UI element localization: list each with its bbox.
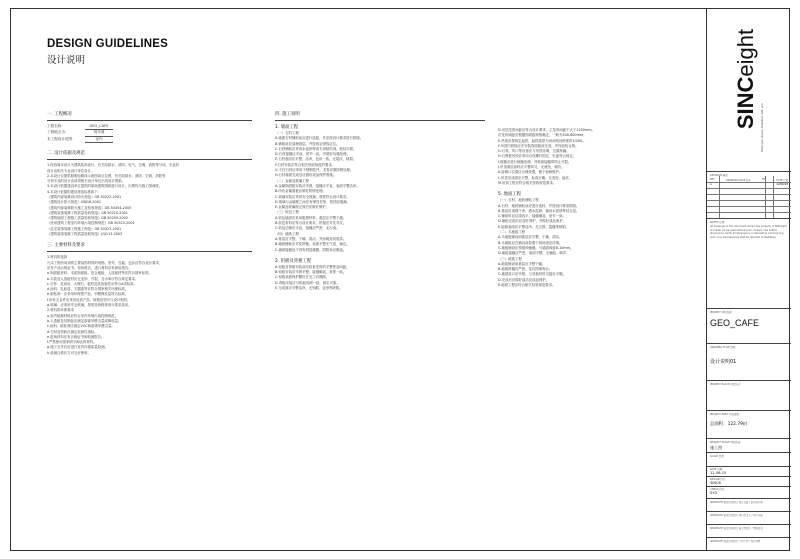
text-line: E.石材表面应平整、洁净，色泽一致，无裂纹、缺损。: [275, 157, 357, 162]
drawing-title-label: DRAWING TITLE 图纸: [710, 346, 736, 349]
project-info-value: 室内: [85, 137, 113, 143]
text-line: K.检修口位置应合理设置，便于检修维护。: [498, 170, 563, 175]
text-line: 《建筑装饰装修工程质量验收规范》JGJ113-2003: [47, 232, 123, 237]
title-english: DESIGN GUIDELINES: [47, 38, 168, 50]
text-line: D.吊顶龙骨间距应符合设计要求，主龙骨间距不大于1200mm。: [498, 128, 595, 132]
revision-row: a 12/06/28: [710, 183, 788, 186]
text-line: B.软包布料应符合设计要求，拼接应对花对纹。: [275, 221, 347, 226]
text-line: （三）软包工程: [275, 210, 299, 215]
text-line: J.吊顶面层涂料应平整均匀，无流坠、刷纹。: [498, 165, 565, 170]
text-line: d.涂料：乳胶漆、木器漆等应符合国家相关环保标准。: [47, 287, 129, 292]
text-line: （三）地毯工程: [498, 256, 522, 261]
design-label: DESIGN 设计: [710, 478, 726, 481]
column-construction: [275, 110, 485, 291]
section-heading: 四. 施工说明: [275, 112, 300, 117]
text-line: 2.本设计仅提供照明电路线示意图或点位图，有关给排水、消防、空调、消防等: [47, 173, 166, 178]
floor-works-list: [498, 198, 700, 288]
project-stage: 施工图: [710, 445, 722, 450]
text-line: D.地板接缝应严密，表面平整，无翘曲、响声。: [498, 251, 570, 256]
text-line: 凡本工程所用到的主要装饰材料的规格、型号、性能、色彩应符合设计要求，: [47, 260, 163, 265]
text-line: 2.材料的环保要求: [47, 308, 74, 313]
text-line: B.墙纸铺贴应对花拼缝，表面平整无气泡、翘边。: [275, 242, 350, 247]
project-info-key: 本工程设计范围：: [47, 136, 76, 141]
project-name: GEO_CAFE: [710, 318, 760, 328]
notes-text: All drawings on this document remain the property of SINCeight and shall not be used without prior consent. Use written dimensions. Verify all dimensions on site before commencing work. Any discrepancies shall be reported immediately.: [710, 225, 787, 239]
column-general: [47, 110, 252, 356]
revision-label: REVISION 修改: [710, 174, 728, 177]
text-line: D.完成后应做好清洁及成品保护。: [498, 277, 550, 282]
text-line: d.石材及瓷砖应测定放射性指标。: [47, 329, 98, 334]
design-basis-list: [47, 163, 252, 237]
text-line: 3.本设计依据建设单位提供的原始建筑图纸进行设计，出图均为施工图深度。: [47, 184, 163, 189]
text-line: 《建筑设计防火规范》GBJ16-2001: [47, 200, 102, 205]
logo-light-text: eight: [733, 28, 758, 77]
project-info-key: 工程名称：: [47, 124, 65, 128]
text-line: D.铺贴完成后应及时养护，并做好成品保护。: [498, 219, 567, 224]
text-line: A.木地板铺设前基层应平整、干燥、清洁。: [498, 235, 563, 240]
text-line: E.地面工程应符合相关验收规范要求。: [498, 283, 556, 288]
text-line: 1.材料的选择: [47, 255, 68, 260]
text-line: a.饰面板材料：木质饰面板、复合地板、人造板材等应符合国家标准。: [47, 271, 152, 276]
text-line: （一）石料工程: [275, 131, 299, 135]
notes-label: NOTES 注释: [710, 221, 725, 224]
area-label: PROJECT AREA 项目面积: [710, 413, 740, 416]
text-line: F.石材安装应符合相关验收规范的要求。: [275, 162, 336, 167]
ceiling-works-list: [498, 128, 700, 186]
text-line: A.金属饰面板安装应牢固，接缝应平直，表面平整洁净。: [275, 183, 360, 188]
text-line: B.地毯拼缝应严密，花纹图案吻合。: [498, 267, 553, 272]
signoff-4: SINCEIGHT 新意杰创设计 工程主持 / 设计制图: [710, 540, 761, 543]
materials-list: [47, 255, 252, 356]
text-line: A.软包墙面应采用阻燃材料，基层应平整干燥。: [275, 215, 347, 220]
text-line: （一）石材、地砖铺贴工程: [498, 198, 539, 203]
text-line: b.木质及人造板材应无变形、开裂，含水率应符合规定要求。: [47, 276, 139, 281]
text-line: D.背板安装应与铝板协调一致，固定可靠。: [275, 280, 340, 285]
text-line: c.涂料、胶粘剂应测定VOC和游离甲醛含量。: [47, 324, 115, 329]
text-line: （四）墙纸工程: [275, 231, 299, 236]
text-line: B.基层应清理干净，洒水湿润，铺设水泥砂浆结合层。: [498, 208, 580, 213]
text-line: C.铺贴时应拉线找平，接缝顺直，宽窄一致。: [498, 214, 566, 219]
text-line: 设计由相关专业设计单位设计。: [47, 168, 95, 173]
text-line: L.吊顶完成面应平整，标高正确，无变形、起伏。: [498, 175, 573, 180]
text-line: M.吊顶工程应符合相关验收规范要求。: [498, 180, 557, 185]
text-line: E.吊顶应按规定起拱，起拱高度为房间短向跨度的1/200。: [498, 138, 586, 143]
wall-works-list: [275, 131, 485, 253]
text-line: D.玻璃与金属框之间应有弹性衬垫，密封胶饱满。: [275, 199, 350, 204]
signoff-3: SINCEIGHT 新意杰创设计 施工图设计 / 图纸校对: [710, 527, 763, 530]
text-line: b.人造板及其制品应测定游离甲醛含量或释放量。: [47, 318, 122, 323]
text-line: 《住宅装饰装修工程施工规范》GB 50327-2001: [47, 226, 122, 231]
text-line: 应有产品合格证书、检验报告，进口材料应有商检报告。: [47, 265, 132, 270]
text-line: B.铺贴前应清理基层，并按规定弹线定位。: [275, 141, 340, 146]
text-line: f.严禁使用国家明令淘汰的材料。: [47, 340, 97, 345]
design-value: SINC8: [710, 481, 721, 485]
date-label: DATE 日期: [710, 468, 723, 471]
text-line: F.吊顶内管线应在安装饰面板前完成，并经检验合格。: [498, 143, 579, 148]
text-line: A.基层应平整、干燥、清洁，并涂刷封闭底漆。: [275, 236, 347, 241]
text-line: 《建筑装饰装修工程质量验收规范》GB 50210-2001: [47, 210, 128, 215]
text-line: C.软包边缘应平直，接缝应严密，无污染。: [275, 226, 340, 231]
stage-label: PROJECT STAGE 项目阶段: [710, 441, 741, 444]
text-line: 《建筑内部装修设计防火规范》GB 50222-2001: [47, 195, 122, 199]
text-line: H.石材墙面完成后应做好成品保护措施。: [275, 173, 337, 178]
section-heading: 二. 设计依据及规范: [47, 151, 85, 157]
text-line: A.铝板及背板安装前应检查龙骨的平整度及间距。: [275, 264, 350, 269]
text-line: E.完成面应平整洁净，无划痕、变形等缺陷。: [275, 286, 343, 291]
project-info-key: 工程地点为：: [47, 130, 69, 135]
text-line: （二）金属及玻璃工程: [275, 178, 309, 183]
text-line: H.石膏板吊顶应采用自攻螺钉固定，钉距符合规定。: [498, 154, 577, 159]
text-line: e.胶粘剂：应采用环保型产品，甲醛释放量符合标准。: [47, 292, 129, 297]
logo-bold-text: SINC: [733, 76, 758, 130]
text-line: f.所有五金件应采用优质产品，规格及型号与设计相符。: [47, 297, 131, 302]
text-line: 4.本设计依据的建设规范标准如下：: [47, 189, 102, 194]
project-label: PROJECT 项目名称: [710, 311, 732, 314]
text-line: A.石材、地砖铺贴前应进行选料，并按设计要求排版。: [498, 203, 580, 208]
aluminum-works-list: [275, 265, 485, 291]
text-line: A.墙面石材铺贴前应进行选板，并应按设计要求进行排版。: [275, 136, 364, 141]
project-info-value: GEO_CAFE: [85, 124, 113, 130]
text-line: 分项专业的设计由该项相关设计单位出具设计图纸。: [47, 179, 125, 184]
text-line: 《建筑地面工程施工质量验收规范》GB 50209-2002: [47, 216, 128, 221]
section-heading: 5. 地面工程: [498, 192, 522, 198]
text-line: e.进场材料应有合格证书和检测报告。: [47, 334, 105, 339]
title-block: [47, 38, 168, 66]
text-line: c.石材：花岗岩、大理石、板材及其放射性应符合A类标准。: [47, 281, 138, 286]
text-line: g.玻璃：应采用安全玻璃，厚度及规格按设计要求选用。: [47, 303, 132, 308]
drawing-title: 设计说明01: [710, 359, 737, 365]
text-line: C.铝板表面保护膜应在完工后揭除。: [275, 275, 330, 280]
title-chinese: 设计说明: [47, 55, 86, 66]
title-strip: [706, 8, 790, 551]
text-line: h.检测合格后方可交付使用。: [47, 350, 91, 355]
revision-header: REV DRAWING ISSUE 版本 BY DATE 日期: [710, 178, 788, 182]
text-line: I.板缝应进行嵌缝处理，并粘贴接缝带防止开裂。: [498, 159, 572, 164]
text-line: 次龙骨间距应根据饰面板规格确定，一般为300-600mm。: [498, 133, 587, 138]
text-line: G.干挂石材应采用不锈钢挂件，龙骨应做防锈处理。: [275, 168, 354, 173]
text-line: E.地面表面应平整洁净，无空鼓、裂缝等缺陷。: [498, 224, 570, 229]
text-line: （二）木地板工程: [498, 230, 526, 235]
text-line: B.所有金属面板应做好防锈处理。: [275, 189, 326, 194]
subsection-heading: 2. 铝板及背板工程: [275, 258, 312, 264]
company-logo: [715, 14, 785, 164]
project-info-value: 现代城: [85, 130, 113, 136]
text-line: C.地板铺设应预留伸缩缝，与墙面间留8-10mm。: [498, 245, 574, 250]
text-line: a.室内装修材料应符合室内环境污染控制规范。: [47, 313, 118, 318]
date-value: 12-06-15: [710, 471, 727, 475]
text-line: B.铝板安装应牢固平整，接缝顺直，宽度一致。: [275, 270, 347, 275]
text-line: D.石材接缝应平直、宽窄一致，并做好勾缝处理。: [275, 152, 350, 157]
signoff-1: SINCEIGHT 新意杰创设计 设计总监 / 室内设计师: [710, 501, 763, 504]
place-label: PROJECT PLACE 项目地点: [710, 383, 741, 386]
subsection-heading: 1. 墙面工程: [275, 125, 299, 130]
check-value: SYG: [710, 491, 718, 495]
text-line: g.施工完毕后应进行室内环境质量检测。: [47, 345, 108, 350]
signoff-2: SINCEIGHT 新意杰创设计 项目负责人 / 设计审核: [710, 514, 763, 517]
logo-tagline: think your dream, transform with you: [761, 103, 764, 152]
section-heading: 一. 工程概况: [47, 112, 72, 117]
project-info: [47, 124, 252, 143]
check-label: CHECK 校对: [710, 488, 725, 491]
text-line: B.木地板应在铺设前放置于现场适应环境。: [498, 240, 563, 245]
text-line: C.墙纸接缝处不得有明显缝隙，阴阳角应顺直。: [275, 247, 347, 252]
text-line: 1.经协商本设计为建筑装饰设计，有关给排水、消防、电气、空调、消防等分项，专业的: [47, 163, 180, 168]
scale-label: SCALE 比例: [710, 455, 724, 458]
text-line: A.地毯铺设前基层应平整干燥。: [498, 261, 546, 266]
text-line: C.玻璃安装应采用安全玻璃，厚度符合设计要求。: [275, 194, 350, 199]
text-line: G.灯具、风口等设备应与吊顶协调，位置准确。: [498, 149, 570, 154]
text-line: 《建筑内部装修防火施工及验收规范》GB 50354-2005: [47, 205, 132, 210]
text-line: C.石材铺贴应采用水泥砂浆或专用粘结剂，粘结牢固。: [275, 146, 357, 151]
text-line: 《民用建筑工程室内环境污染控制规范》GB 50325-2001: [47, 221, 135, 226]
project-area: 总面积：122.79㎡: [710, 422, 748, 427]
text-line: C.地毯收口应牢固，与其他材料交接处平顺。: [498, 272, 566, 277]
column-ceiling-floor: [498, 128, 700, 288]
text-line: E.金属及玻璃面完成后应做好保护。: [275, 205, 330, 210]
section-heading: 三. 主要材料及要求: [47, 243, 85, 249]
